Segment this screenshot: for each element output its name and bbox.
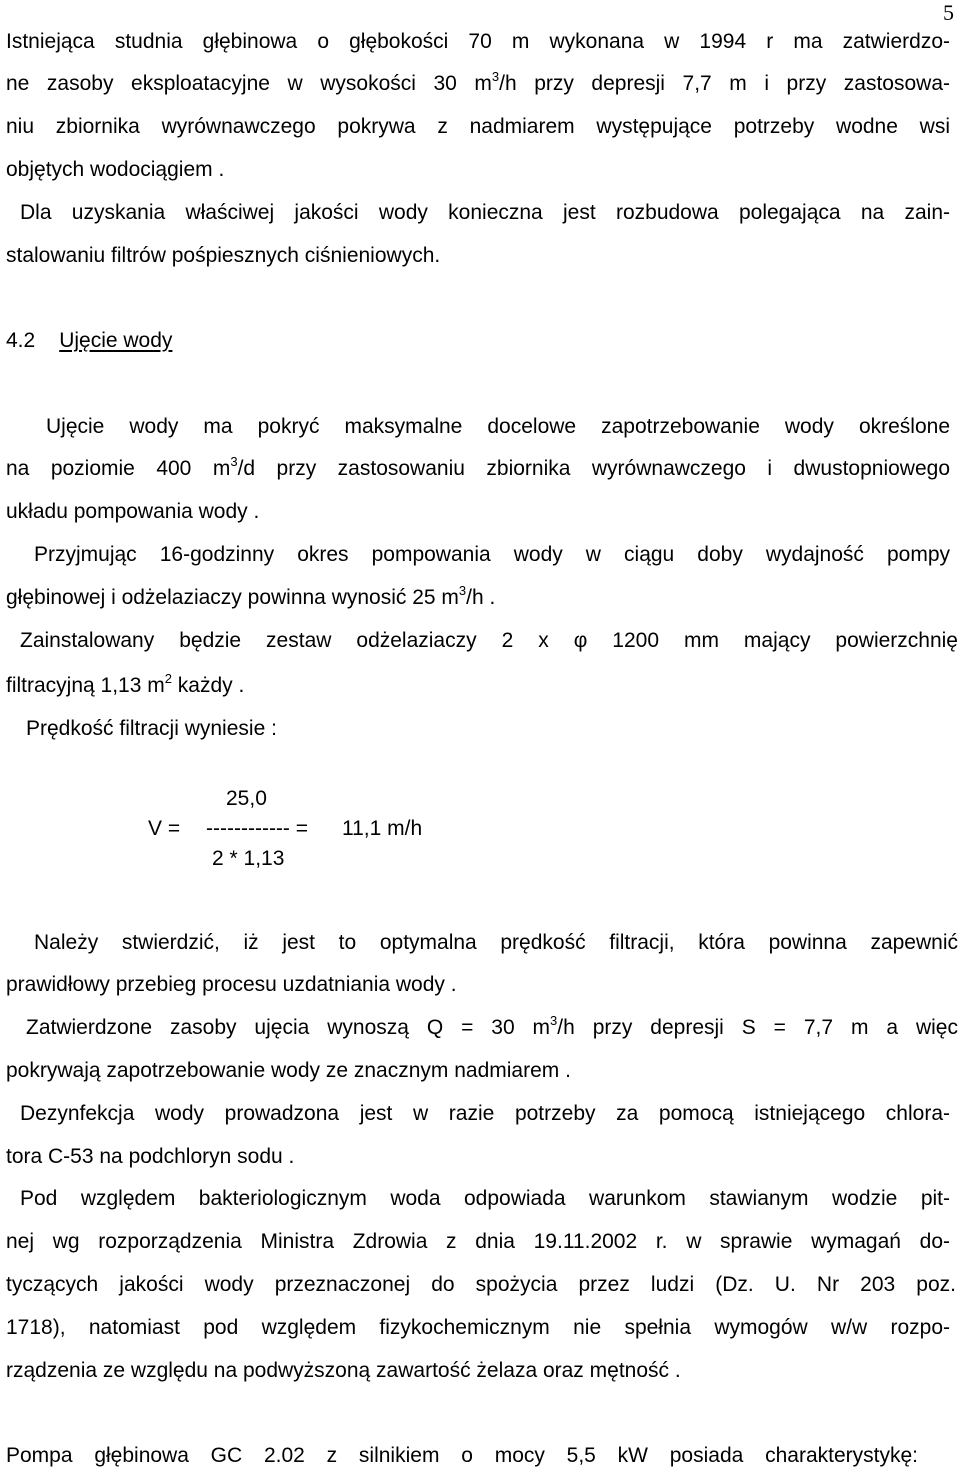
formula-numerator: 25,0: [226, 787, 267, 810]
c3-line-1: Dezynfekcja wody prowadzona jest w razie potrzeby za pomocą istniejącego chlora-: [20, 1102, 950, 1125]
c4-line-2: nej wg rozporządzenia Ministra Zdrowia z dnia 19.11.2002 r. w sprawie wymagań do-: [6, 1230, 950, 1253]
c2-line-1: Zatwierdzone zasoby ujęcia wynoszą Q = 30 $m^3/h$ przy depresji S = 7,7 m a więc: [26, 1013, 958, 1039]
section-title: Ujęcie wody: [59, 329, 173, 352]
p1-line-1: Ujęcie wody ma pokryć maksymalne docelowe zapotrzebowanie wody określone: [46, 415, 950, 438]
p4-line: Prędkość filtracji wyniesie :: [26, 717, 277, 740]
c3-line-2: tora C-53 na podchloryn sodu .: [6, 1145, 295, 1168]
formula-denominator: 2 * 1,13: [212, 847, 285, 870]
section-number: 4.2: [6, 329, 36, 352]
c4-line-4: 1718), natomiast pod względem fizykochemicznym nie spełnia wymogów w/w rozpo-: [6, 1316, 950, 1339]
intro-line-5: Dla uzyskania właściwej jakości wody konieczna jest rozbudowa polegająca na zain-: [20, 201, 950, 224]
c5-line: Pompa głębinowa GC 2.02 z silnikiem o mocy 5,5 kW posiada charakterystykę:: [6, 1444, 918, 1467]
intro-line-1: Istniejąca studnia głębinowa o głębokości 70 m wykonana w 1994 r ma zatwierdzo-: [6, 30, 950, 53]
section-heading: [6, 328, 172, 354]
formula-fraction-bar: ------------ =: [206, 817, 309, 840]
c4-line-1: Pod względem bakteriologicznym woda odpowiada warunkom stawianym wodzie pit-: [20, 1187, 950, 1210]
intro-line-6: stalowaniu filtrów pośpiesznych ciśnieniowych.: [6, 244, 441, 267]
intro-line-2: ne zasoby eksploatacyjne w wysokości 30 $m^3/h$ przy depresji 7,7 m i przy zastosowa-: [6, 69, 951, 95]
p2-line-2: głębinowej i odżelaziaczy powinna wynosić 25 $m^3/h$ .: [6, 583, 496, 609]
formula-lhs: V =: [148, 817, 181, 840]
intro-line-3: niu zbiornika wyrównawczego pokrywa z nadmiarem występujące potrzeby wodne wsi: [6, 115, 950, 138]
p3-line-2: filtracyjną 1,13 $m^2$ każdy .: [6, 671, 245, 697]
intro-line-4: objętych wodociągiem .: [6, 158, 225, 181]
p1-line-3: układu pompowania wody .: [6, 500, 260, 523]
c4-line-5: rządzenia ze względu na podwyższoną zawartość żelaza oraz mętność .: [6, 1359, 681, 1382]
c1-line-1: Należy stwierdzić, iż jest to optymalna prędkość filtracji, która powinna zapewnić: [34, 931, 958, 954]
formula-result: 11,1 m/h: [342, 817, 423, 840]
c1-line-2: prawidłowy przebieg procesu uzdatniania wody .: [6, 973, 457, 996]
c4-line-3: tyczących jakości wody przeznaczonej do spożycia przez ludzi (Dz. U. Nr 203 poz.: [6, 1273, 956, 1296]
c2-line-2: pokrywają zapotrzebowanie wody ze znacznym nadmiarem .: [6, 1059, 571, 1082]
page-number: 5: [943, 0, 954, 25]
p2-line-1: Przyjmując 16-godzinny okres pompowania wody w ciągu doby wydajność pompy: [34, 543, 950, 566]
p3-line-1: Zainstalowany będzie zestaw odżelaziaczy 2 x φ 1200 mm mający powierzchnię: [20, 629, 958, 652]
p1-line-2: na poziomie 400 $m^3/d$ przy zastosowaniu zbiornika wyrównawczego i dwustopniowego: [6, 454, 950, 480]
